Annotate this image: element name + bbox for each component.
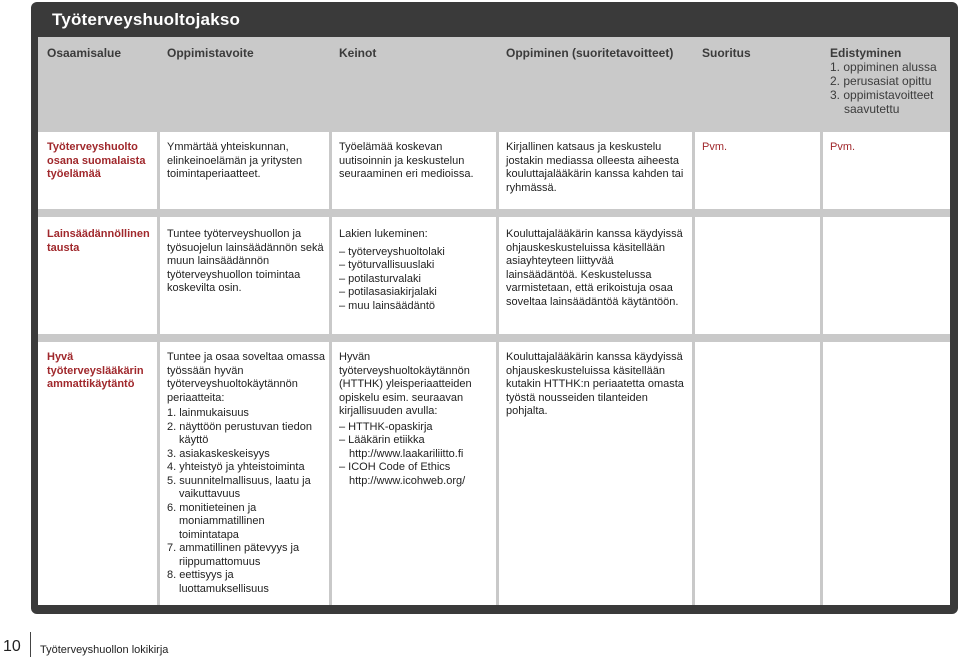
list-item: 7. ammatillinen pätevyys ja riippumattomuus <box>167 542 300 568</box>
header-suoritus: Suoritus <box>702 46 751 60</box>
list-item: – työterveyshuoltolaki <box>339 245 445 258</box>
list-item: 1. lainmukaisuus <box>167 407 249 419</box>
column-divider <box>692 126 695 605</box>
list-item: 4. yhteistyö ja yhteistoiminta <box>167 461 305 473</box>
row-divider <box>38 334 950 342</box>
column-divider <box>496 126 499 605</box>
footer-divider <box>30 632 31 657</box>
list-item: 3. asiakaskeskeisyys <box>167 447 270 460</box>
list-item: – potilasasiakirjalaki <box>339 286 437 298</box>
header-oppiminen: Oppiminen (suoritetavoitteet) <box>506 46 674 60</box>
list-item: 5. suunnitelmallisuus, laatu ja vaikuttavuus <box>167 474 311 500</box>
list-item: 8. eettisyys ja luottamuksellisuus <box>167 569 269 595</box>
means-intro: Hyvän työterveyshuoltokäytännön (HTTHK) yleisperiaatteiden opiskelu esim. seuraavan kirjallisuuden avulla: <box>339 351 472 417</box>
header-edistyminen-label: Edistyminen <box>830 46 902 60</box>
row-area-2: Lainsäädännöllinen tausta <box>47 228 150 254</box>
row-learning-3: Kouluttajalääkärin kanssa käydyissä ohjauskeskusteluissa käsitellään kutakin HTTHK:n periaatetta omasta työstä nousseiden tilanteiden pohjalta. <box>506 351 684 417</box>
row-goal-1: Ymmärtää yhteiskunnan, elinkeinoelämän ja yritysten toimintaperiaatteet. <box>167 141 303 180</box>
column-divider <box>157 126 160 605</box>
row-area-1: Työterveyshuolto osana suomalaista työelämää <box>47 141 146 180</box>
means-intro: Lakien lukeminen: <box>339 228 428 240</box>
list-item: – Lääkärin etiikka http://www.laakariliitto.fi <box>339 434 464 460</box>
row-area-3: Hyvä työterveyslääkärin ammattikäytäntö <box>47 351 144 390</box>
row-goal-2: Tuntee työterveyshuollon ja työsuojelun lainsäädännön sekä muun lainsäädännön työterveyshuollon toimintaa koskevilta osin. <box>167 228 324 294</box>
list-item: – työturvallisuuslaki <box>339 259 435 271</box>
header-keinot: Keinot <box>339 46 377 60</box>
column-divider <box>820 126 823 605</box>
header-edistyminen <box>830 46 948 116</box>
list-item: – muu lainsäädäntö <box>339 299 436 312</box>
edistyminen-level: 1. oppiminen alussa <box>830 60 937 74</box>
page-number: 10 <box>3 638 21 655</box>
column-divider <box>329 126 332 605</box>
edistyminen-level: 2. perusasiat opittu <box>830 74 932 88</box>
row-means-1: Työelämää koskevan uutisoinnin ja keskustelun seuraaminen eri medioissa. <box>339 141 474 180</box>
list-item: – potilasturvalaki <box>339 272 421 285</box>
edistyminen-level: 3. oppimistavoitteet saavutettu <box>830 88 934 116</box>
row-means-2 <box>339 228 491 313</box>
goal-intro: Tuntee ja osaa soveltaa omassa työssään hyvän työterveyshuoltokäytännön periaatteita: <box>167 351 325 404</box>
row-divider <box>38 209 950 217</box>
footer-title: Työterveyshuollon lokikirja <box>40 644 169 656</box>
header-oppimistavoite: Oppimistavoite <box>167 46 254 60</box>
row-divider <box>38 126 950 132</box>
list-item: 2. näyttöön perustuvan tiedon käyttö <box>167 420 312 446</box>
page-title: Työterveyshuoltojakso <box>52 10 241 29</box>
header-osaamisalue: Osaamisalue <box>47 46 122 60</box>
row-learning-1: Kirjallinen katsaus ja keskustelu jostakin mediassa olleesta aiheesta kouluttajalääkärin kanssa kahden tai ryhmässä. <box>506 141 684 194</box>
list-item: 6. monitieteinen ja moniammatillinen toimintatapa <box>167 501 265 541</box>
row-edistyminen-1: Pvm. <box>830 141 856 153</box>
list-item: – ICOH Code of Ethics http://www.icohweb.org/ <box>339 461 466 487</box>
list-item: – HTTHK-opaskirja <box>339 420 433 433</box>
row-suoritus-1: Pvm. <box>702 141 728 153</box>
row-goal-3 <box>167 351 325 596</box>
table-panel <box>38 37 950 605</box>
row-means-3 <box>339 351 491 488</box>
row-learning-2: Kouluttajalääkärin kanssa käydyissä ohjauskeskusteluissa käsitellään asiayhteyteen liittyvää lainsäädäntöä. Keskustelussa varmistetaan, että erikoistuja osaa soveltaa lainsäädäntöä käytäntöön. <box>506 228 683 308</box>
